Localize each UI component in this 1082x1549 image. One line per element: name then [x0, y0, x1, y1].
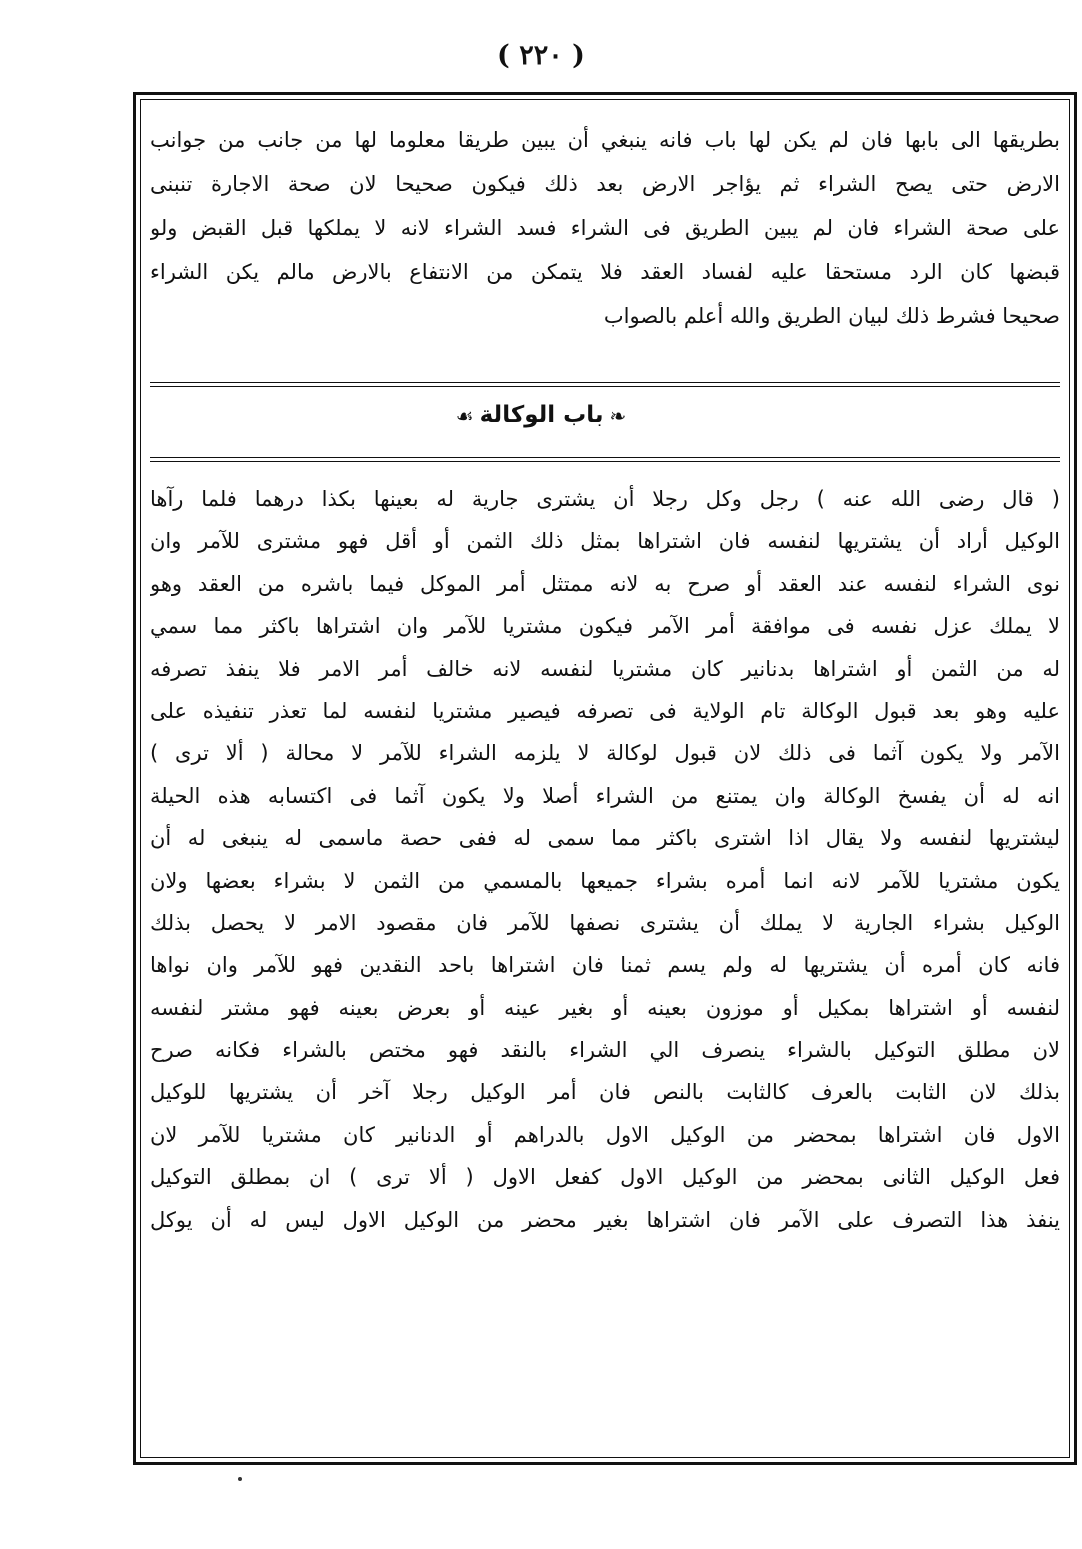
text-line: ينفذ هذا التصرف على الآمر فان اشتراها بغير محضر من الوكيل الاول ليس له أن يوكل — [150, 1207, 1060, 1232]
text-line: يكون مشتريا للآمر لانه انما أمره بشراء جميعها بالمسمي من الثمن لا بشراء بعضها ولان — [150, 868, 1060, 893]
section-divider-bottom — [150, 457, 1060, 458]
scan-speck — [238, 1477, 242, 1481]
main-paragraph — [150, 478, 1060, 1241]
text-line: له من الثمن أو اشتراها بدنانير كان مشتريا لنفسه لانه خالف أمر الامر فلا ينفذ تصرفه — [150, 656, 1060, 681]
text-line: بذلك لان الثابت بالعرف كالثابت بالنص فان أمر الوكيل رجلا آخر أن يشتريها للوكيل — [150, 1080, 1060, 1105]
text-line: الوكيل بشراء الجارية لا يملك أن يشترى نصفها للآمر فان مقصود الامر لا يحصل بذلك — [150, 910, 1060, 935]
section-divider-top — [150, 382, 1060, 383]
ornament-left-icon: ☙ — [455, 403, 474, 428]
text-line: ( قال رضى الله عنه ) رجل وكل رجلا أن يشترى جارية له بعينها بكذا درهما فلما رآها — [150, 487, 1060, 511]
text-line: الاول فان اشتراها بمحضر من الوكيل الاول بالدراهم أو الدنانير كان مشتريا للآمر لان — [150, 1122, 1060, 1147]
text-line: قبضها كان الرد مستحقا عليه لفساد العقد فلا يتمكن من الانتفاع بالارض مالم يكن الشراء — [150, 260, 1060, 284]
text-line: الوكيل أراد أن يشتريها لنفسه فان اشتراها بمثل ذلك الثمن أو أقل فهو مشترى للآمر وان — [150, 529, 1060, 554]
text-line: نوى الشراء لنفسه عند العقد أو صرح به لانه ممتثل أمر الموكل فيما باشره من العقد وهو — [150, 571, 1060, 596]
text-line: بطريقها الى بابها فان لم يكن لها باب فانه ينبغي أن يبين طريقا معلوما لها من جانب من جوانب — [150, 128, 1060, 152]
section-heading-text: باب الوكالة — [479, 402, 604, 428]
text-line: فانه كان أمره أن يشتريها له ولم يسم ثمنا فان اشتراها باحد النقدين فهو للآمر وان نواها — [150, 953, 1060, 978]
section-divider-top-double — [150, 386, 1060, 387]
text-line: عليه وهو بعد قبول الوكالة تام الولاية فى تصرفه فيصير مشتريا لنفسه لما تعذر تنفيذه على — [150, 698, 1060, 723]
text-line: لا يملك عزل نفسه فى موافقة أمر الآمر فيكون مشتريا للآمر وان اشتراها باكثر مما سمي — [150, 614, 1060, 639]
text-line: ليشتريها لنفسه ولا يقال اذا اشترى باكثر مما سمى له ففى حصة ماسمى له ينبغى له أن — [150, 826, 1060, 851]
text-line: على صحة الشراء فان لم يبين الطريق فى الشراء فسد الشراء لانه لا يملكها قبل القبض ولو — [150, 216, 1060, 240]
page-number: ( ٢٢٠ ) — [497, 40, 585, 71]
text-line: انه له أن يفسخ الوكالة وان يمتنع من الشراء أصلا ولا يكون آثما فى اكتسابه هذه الحيلة — [150, 783, 1060, 808]
text-line: الآمر ولا يكون آثما فى ذلك لان قبول لوكالة لا يلزمه الشراء للآمر لا محالة ( ألا ترى ) — [150, 741, 1060, 766]
text-line: لان مطلق التوكيل بالشراء ينصرف الي الشراء بالنقد فهو مختص بالشراء فكانه صرح — [150, 1038, 1060, 1063]
section-heading — [0, 402, 1082, 428]
top-paragraph — [150, 118, 1060, 338]
text-line: الارض حتى يصح الشراء ثم يؤاجر الارض بعد ذلك فيكون صحيحا لان صحة الاجارة تنبنى — [150, 172, 1060, 196]
text-line: صحيحا فشرط ذلك لبيان الطريق والله أعلم بالصواب — [603, 304, 1060, 328]
text-line: لنفسه أو اشتراها بمكيل أو موزون بعينه أو بغير عينه أو بعرض بعينه فهو مشتر لنفسه — [150, 995, 1060, 1020]
section-divider-bottom-double — [150, 461, 1060, 462]
text-line: فعل الوكيل الثانى بمحضر من الوكيل الاول كفعل الاول ( ألا ترى ) ان بمطلق التوكيل — [150, 1165, 1060, 1190]
ornament-right-icon: ❧ — [609, 403, 627, 428]
